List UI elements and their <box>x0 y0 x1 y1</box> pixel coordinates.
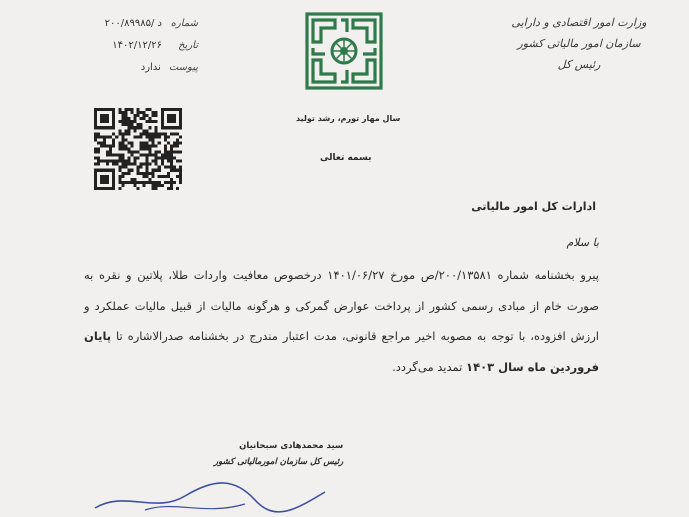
organization-line: سازمان امور مالیاتی کشور <box>517 37 641 50</box>
signatory-name: سید محمدهادی سبحانیان <box>239 441 344 451</box>
signatory-title: رئیس کل سازمان امورمالیاتی کشور <box>214 457 344 467</box>
attachment-row <box>88 56 198 78</box>
year-slogan: سال مهار تورم، رشد تولید <box>296 114 401 123</box>
number-label: شماره <box>170 17 198 29</box>
letter-body <box>84 260 599 382</box>
number-row <box>88 12 198 34</box>
attachment-value: ندارد <box>140 61 161 73</box>
greeting: با سلام <box>566 236 599 249</box>
date-row <box>88 34 198 56</box>
signature-block <box>214 441 343 467</box>
number-value: ۲۰۰/۸۹۹۸۵/ د <box>104 17 162 29</box>
letter-meta <box>88 12 198 78</box>
attachment-label: پیوست <box>168 61 198 73</box>
date-value: ۱۴۰۲/۱۲/۲۶ <box>112 39 162 51</box>
position-line: رئیس کل <box>557 58 601 71</box>
body-text: پیرو بخشنامه شماره ۲۰۰/۱۳۵۸۱/ص مورخ ۱۴۰۱/۰۶/۲۷ درخصوص معافیت واردات طلا، پلاتین و نقره به صورت خام از مبادی رسمی کشور از پرداخت عوارض گمرکی و هرگونه مالیات از قبیل مالیات عملکرد و ارزش افزوده، با توجه به مصوبه اخیر مراجع قانونی، مدت اعتبار مندرج در بخشنامه صدرالاشاره تا <box>84 268 599 343</box>
recipient: ادارات کل امور مالیاتی <box>471 200 596 213</box>
body-emphasis: پایان فروردین ماه سال ۱۴۰۳ <box>84 329 599 374</box>
ministry-header <box>499 12 659 75</box>
invocation: بسمه تعالی <box>320 153 372 163</box>
tax-organization-logo-icon <box>303 10 385 92</box>
ministry-line: وزارت امور اقتصادی و دارایی <box>511 16 647 29</box>
body-ending: تمدید می‌گردد. <box>392 359 467 374</box>
qr-code-icon <box>94 108 182 190</box>
date-label: تاریخ <box>178 39 198 51</box>
handwritten-signature <box>85 470 335 517</box>
